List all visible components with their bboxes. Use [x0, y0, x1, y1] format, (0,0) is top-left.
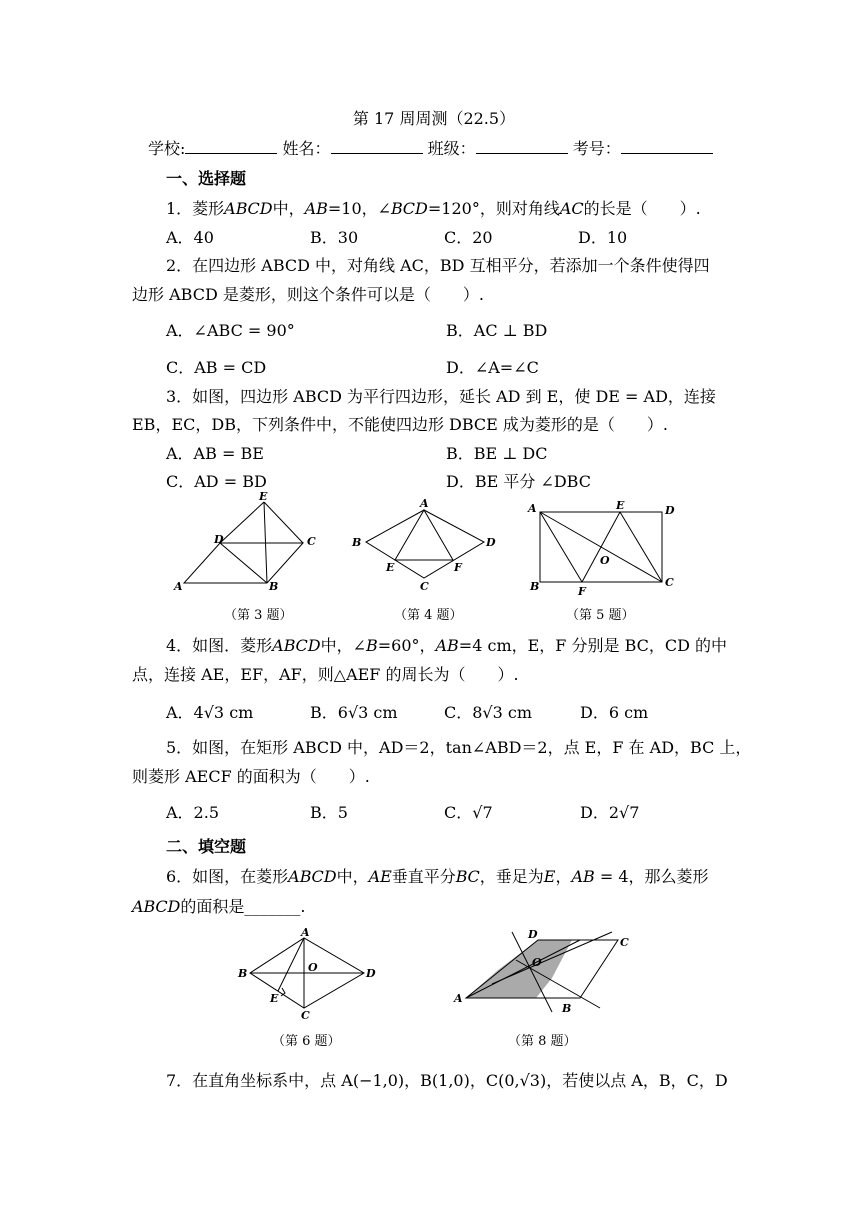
q3-line2: EB，EC，DB，下列条件中，不能使四边形 DBCE 成为菱形的是（ ）. [132, 415, 669, 434]
svg-text:O: O [532, 956, 542, 969]
figure-q5-caption: （第 5 题） [566, 608, 635, 623]
svg-text:D: D [214, 533, 224, 546]
svg-text:C: C [420, 580, 429, 593]
q6-line2: 𝐴𝐵𝐶𝐷的面积是_______. [132, 897, 306, 916]
q4-option-c: C．8√3 cm [444, 703, 533, 722]
q2-line2: 边形 ABCD 是菱形，则这个条件可以是（ ）. [132, 285, 484, 304]
figure-q4-caption: （第 4 题） [394, 608, 463, 623]
q2-option-a: A．∠ABC = 90° [166, 321, 295, 340]
q2-option-c: C．AB = CD [166, 358, 267, 377]
q5-option-b: B．5 [310, 803, 348, 822]
svg-text:A: A [454, 992, 463, 1005]
q5-line1: 5．如图，在矩形 ABCD 中，AD＝2，tan∠ABD＝2，点 E，F 在 AD，BC 上， [166, 738, 752, 757]
q2-option-d: D．∠A=∠C [446, 358, 539, 377]
section-fill-heading: 二、填空题 [166, 837, 247, 856]
name-blank[interactable] [331, 139, 423, 154]
q5-option-d: D．2√7 [580, 803, 640, 822]
svg-text:C: C [301, 1009, 310, 1020]
q6-line1: 6．如图，在菱形𝐴𝐵𝐶𝐷中，𝐴𝐸垂直平分𝐵𝐶，垂足为𝐸，𝐴𝐵 = 4，那么菱形 [166, 867, 709, 886]
figure-q4 [346, 496, 496, 596]
svg-text:A: A [301, 928, 310, 939]
svg-text:B: B [238, 967, 248, 980]
figure-q6-caption: （第 6 题） [272, 1034, 341, 1049]
figure-q3-caption: （第 3 题） [224, 608, 293, 623]
exam-no-blank[interactable] [621, 139, 713, 154]
q3-option-c: C．AD = BD [166, 472, 267, 491]
exam-no-label: 考号： [572, 139, 621, 158]
q1-option-c: C．20 [444, 228, 493, 247]
svg-text:E: E [616, 499, 625, 512]
svg-text:B: B [269, 580, 279, 593]
q3-option-a: A．AB = BE [166, 444, 264, 463]
q4-line2: 点，连接 AE，EF，AF，则△AEF 的周长为（ ）. [132, 665, 519, 684]
school-blank[interactable] [185, 139, 277, 154]
section-choice-heading: 一、选择题 [166, 169, 247, 188]
svg-text:D: D [486, 536, 496, 549]
svg-text:D: D [665, 504, 675, 517]
q1-text: 1．菱形𝐴𝐵𝐶𝐷中，𝐴𝐵=10，∠𝐵𝐶𝐷=120°，则对角线𝐴𝐶的长是（ ）. [166, 199, 701, 218]
svg-text:O: O [600, 554, 610, 567]
svg-text:B: B [562, 1002, 572, 1015]
q3-option-b: B．BE ⊥ DC [446, 444, 548, 463]
svg-text:C: C [620, 936, 629, 949]
figure-q5 [524, 498, 684, 598]
q5-option-c: C．√7 [444, 803, 493, 822]
q2-line1: 2．在四边形 ABCD 中，对角线 AC，BD 互相平分，若添加一个条件使得四 [166, 256, 710, 275]
q4-line1: 4．如图．菱形𝐴𝐵𝐶𝐷中，∠𝐵=60°，𝐴𝐵=4 cm，E，F 分别是 BC，CD 的中 [166, 636, 728, 655]
svg-text:D: D [366, 967, 376, 980]
page-title: 第 17 周周测（22.5） [352, 109, 516, 128]
q5-line2: 则菱形 AECF 的面积为（ ）. [132, 767, 370, 786]
q1-option-b: B．30 [310, 228, 359, 247]
svg-text:F: F [454, 561, 462, 574]
q4-option-a: A．4√3 cm [166, 703, 254, 722]
q4-option-d: D．6 cm [580, 703, 649, 722]
svg-text:E: E [270, 992, 279, 1005]
svg-text:C: C [307, 535, 316, 548]
q5-option-a: A．2.5 [166, 803, 220, 822]
figure-q8-caption: （第 8 题） [508, 1034, 577, 1049]
class-label: 班级： [427, 139, 476, 158]
svg-text:B: B [530, 580, 540, 593]
figure-q8 [452, 926, 642, 1016]
svg-text:O: O [308, 961, 318, 974]
figure-q6 [232, 928, 382, 1020]
school-label: 学校: [148, 139, 186, 158]
svg-text:E: E [259, 490, 268, 503]
svg-text:E: E [386, 561, 395, 574]
name-label: 姓名： [282, 139, 331, 158]
q1-option-d: D．10 [578, 228, 628, 247]
q4-option-b: B．6√3 cm [310, 703, 398, 722]
q1-option-a: A．40 [166, 228, 214, 247]
svg-text:C: C [665, 576, 674, 589]
svg-text:A: A [420, 497, 429, 510]
q3-option-d: D．BE 平分 ∠DBC [446, 472, 591, 491]
svg-text:D: D [528, 928, 538, 941]
svg-text:A: A [174, 580, 183, 593]
figure-q3 [170, 490, 320, 595]
student-info-line [148, 136, 713, 159]
q3-line1: 3．如图，四边形 ABCD 为平行四边形，延长 AD 到 E，使 DE = AD，连接 [166, 387, 716, 406]
class-blank[interactable] [476, 139, 568, 154]
svg-text:B: B [352, 536, 362, 549]
q7-line1: 7．在直角坐标系中，点 A(−1,0)，B(1,0)，C(0,√3)，若使以点 A，B，C，D [166, 1071, 728, 1090]
svg-text:F: F [578, 585, 586, 598]
q2-option-b: B．AC ⊥ BD [446, 321, 548, 340]
svg-text:A: A [528, 502, 537, 515]
